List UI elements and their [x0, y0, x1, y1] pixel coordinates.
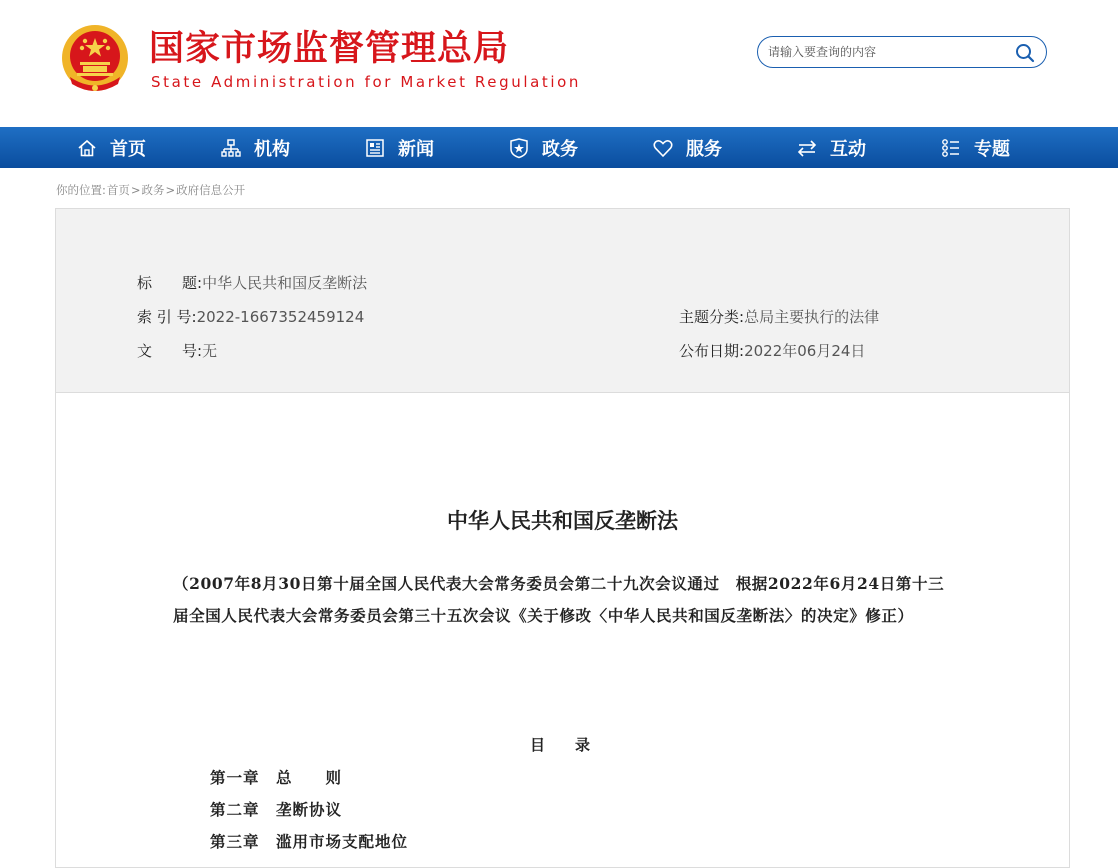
home-icon [76, 137, 98, 159]
site-title[interactable]: 国家市场监督管理总局 [149, 29, 510, 69]
nav-item-label: 政务 [542, 138, 578, 160]
meta-label: 主题分类: [679, 308, 745, 326]
breadcrumb-prefix: 你的位置: [56, 183, 106, 197]
nav-item-label: 新闻 [398, 138, 434, 160]
nav-item-label: 互动 [830, 138, 866, 160]
meta-label: 标 题: [137, 274, 203, 292]
nav-item-label: 机构 [254, 138, 290, 160]
news-icon [364, 137, 386, 159]
meta-value: 中华人民共和国反垄断法 [202, 274, 368, 292]
breadcrumb-item-info-disclosure[interactable]: 政府信息公开 [176, 183, 246, 197]
nav-item-label: 首页 [110, 138, 146, 160]
nav-item-interaction[interactable] [796, 127, 866, 168]
meta-date-row [679, 341, 865, 361]
toc-item: 第一章 总 则 [210, 768, 343, 787]
meta-label: 公布日期: [679, 342, 745, 360]
document-title: 中华人民共和国反垄断法 [447, 509, 678, 533]
search-box [757, 36, 1047, 68]
meta-value: 无 [202, 342, 218, 360]
exchange-arrows-icon [796, 137, 818, 159]
site-title-english[interactable]: State Administration for Market Regulation [151, 73, 582, 91]
document-subtitle: （2007年8月30日第十届全国人民代表大会常务委员会第二十九次会议通过 根据2022年6月24日第十三届全国人民代表大会常务委员会第三十五次会议《关于修改〈中华人民共和国反垄断法〉的决定》修正） [173, 574, 945, 625]
site-header [0, 0, 1118, 127]
nav-item-government-affairs[interactable] [508, 127, 578, 168]
nav-item-organization[interactable] [220, 127, 290, 168]
toc-heading: 目 录 [530, 736, 591, 754]
heart-icon [652, 137, 674, 159]
search-icon[interactable] [1014, 42, 1036, 64]
meta-title-row [137, 273, 367, 293]
nav-item-label: 服务 [686, 138, 722, 160]
breadcrumb-item-home[interactable]: 首页 [106, 183, 130, 197]
toc-item: 第二章 垄断协议 [210, 800, 343, 819]
nav-item-news[interactable] [364, 127, 434, 168]
shield-icon [508, 137, 530, 159]
breadcrumb [56, 182, 246, 198]
search-input[interactable] [768, 42, 1008, 62]
nav-item-label: 专题 [974, 138, 1010, 160]
meta-category-row [679, 307, 879, 327]
meta-label: 索 引 号: [137, 308, 197, 326]
meta-value: 2022-1667352459124 [196, 308, 365, 326]
nav-item-topics[interactable] [940, 127, 1010, 168]
list-icon [940, 137, 962, 159]
meta-value: 总局主要执行的法律 [744, 308, 880, 326]
breadcrumb-item-government-affairs[interactable]: 政务 [141, 183, 165, 197]
document-metadata [56, 209, 1069, 393]
nav-item-home[interactable] [76, 127, 146, 168]
meta-number-row [137, 341, 217, 361]
meta-index-row [137, 307, 364, 327]
meta-value: 2022年06月24日 [744, 342, 866, 360]
article-container [55, 208, 1070, 868]
nav-item-services[interactable] [652, 127, 722, 168]
main-nav [0, 127, 1118, 168]
national-emblem-logo[interactable] [60, 22, 130, 96]
org-chart-icon [220, 137, 242, 159]
breadcrumb-separator: > [165, 183, 176, 197]
breadcrumb-separator: > [130, 183, 141, 197]
toc-item: 第三章 滥用市场支配地位 [210, 832, 409, 851]
meta-label: 文 号: [137, 342, 203, 360]
